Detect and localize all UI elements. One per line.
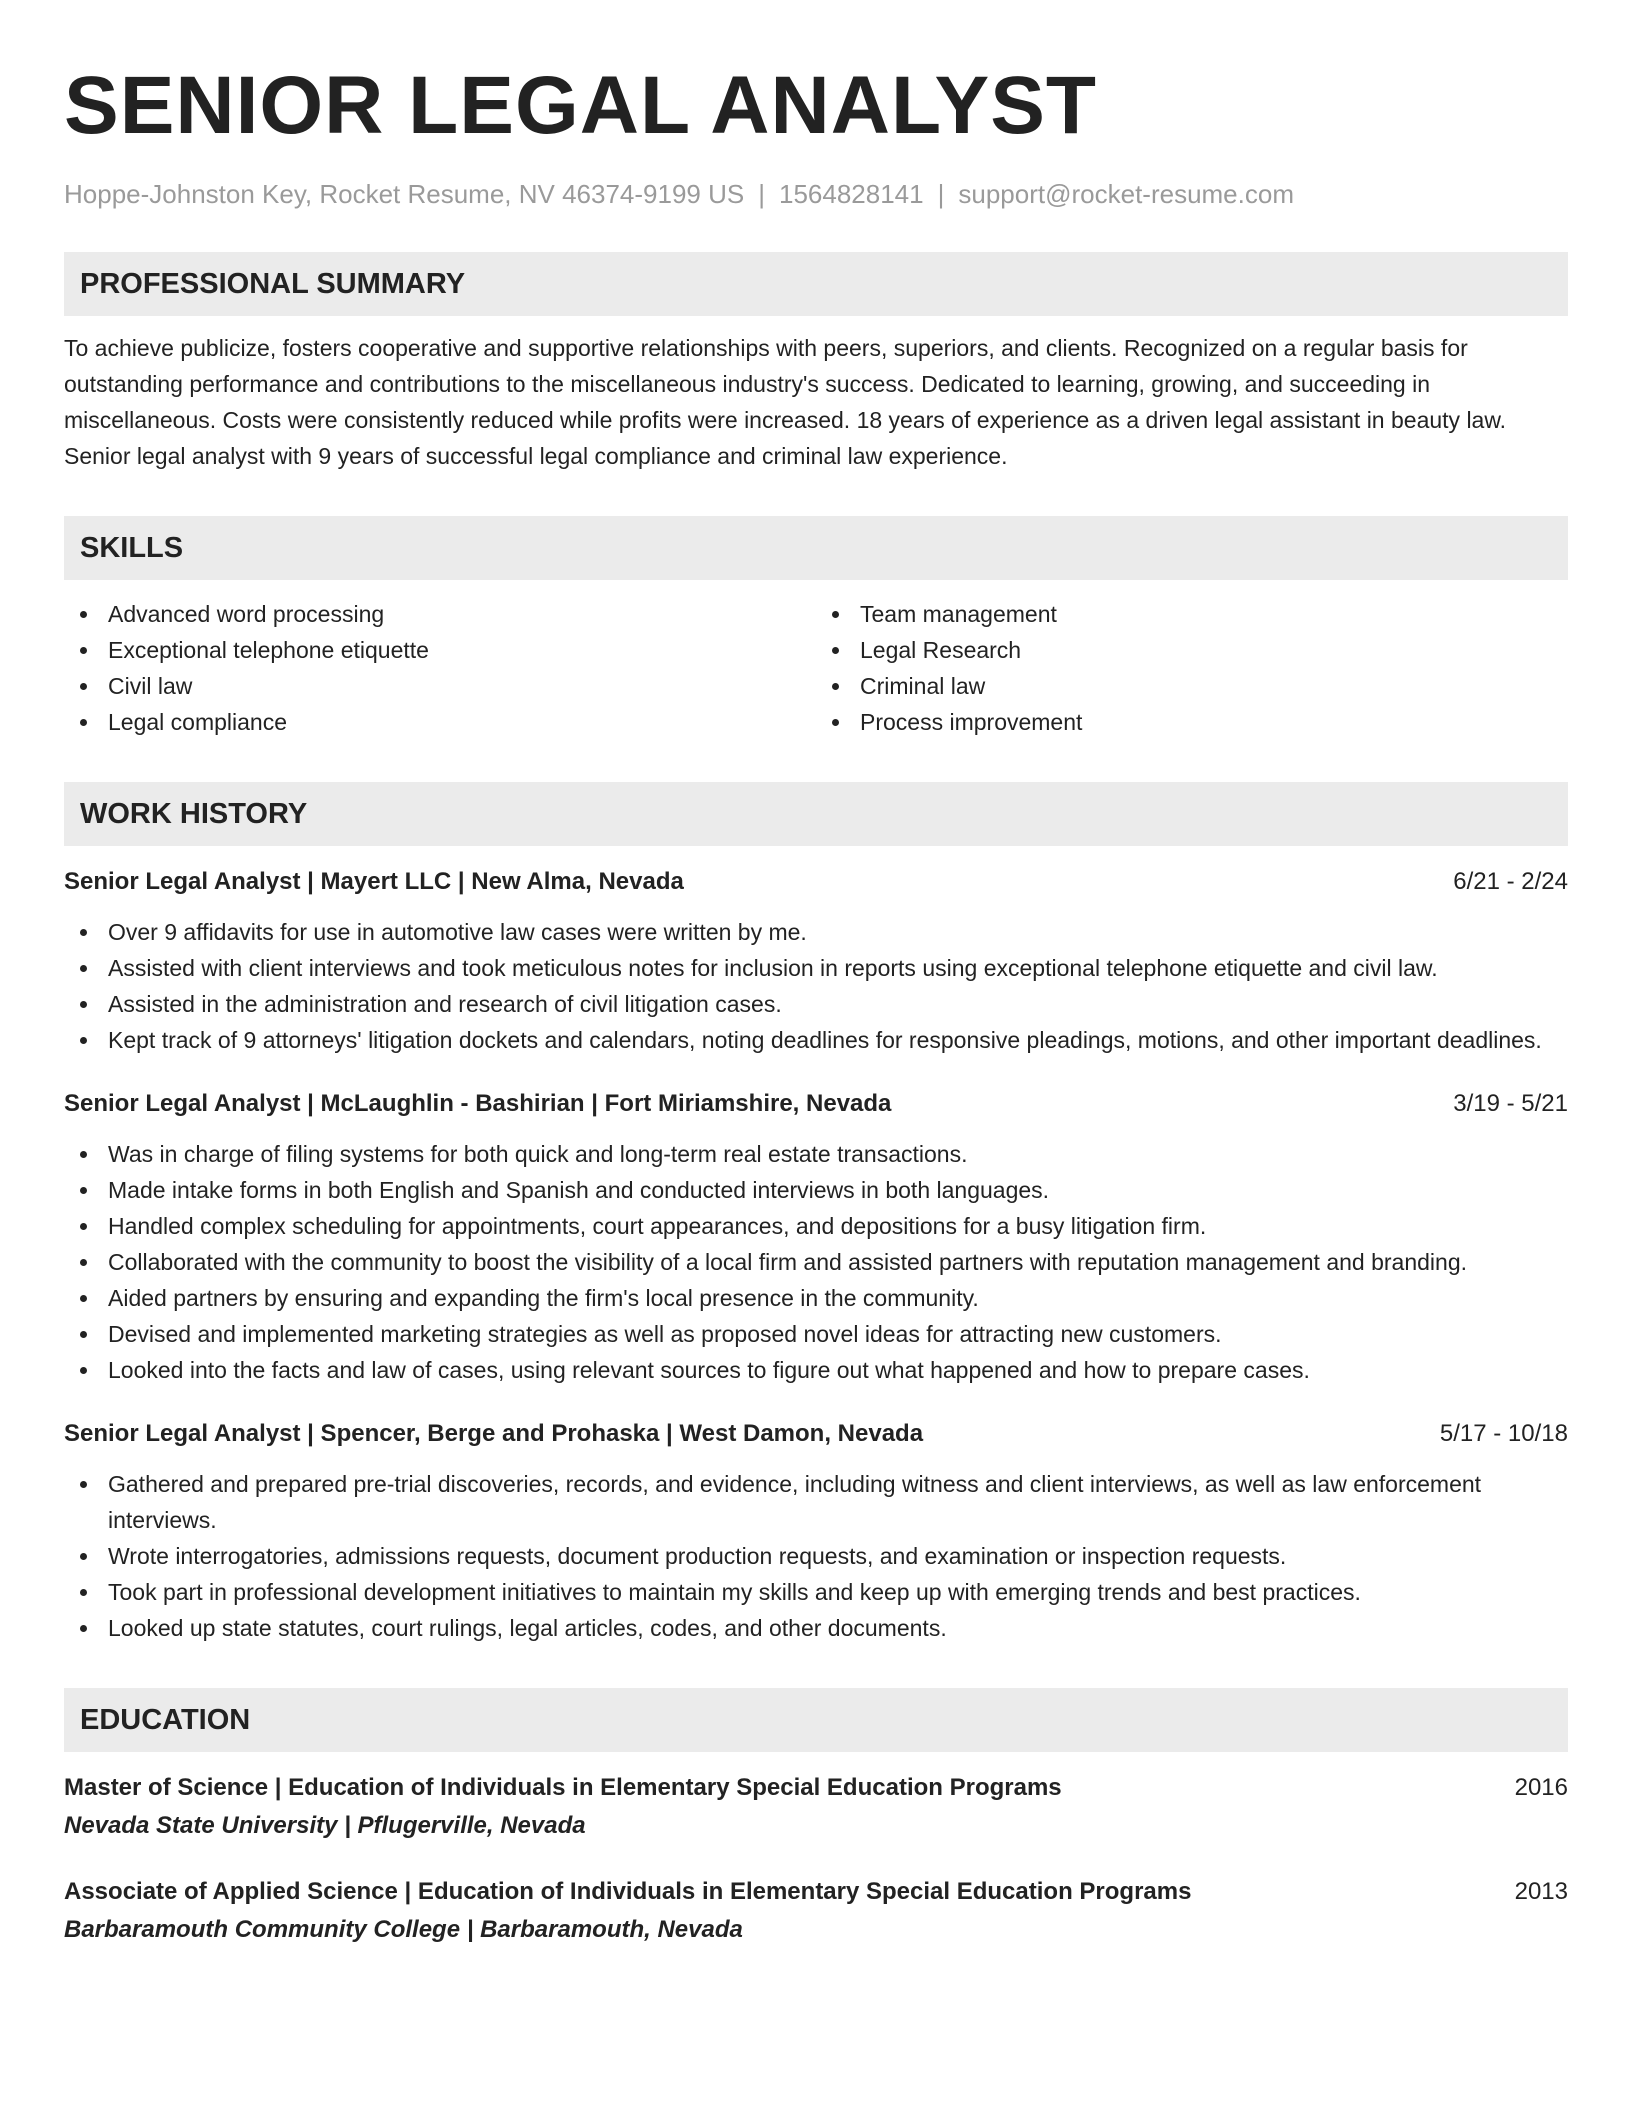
skill-item: Legal compliance (64, 704, 816, 740)
education-school: Nevada State University | Pflugerville, Nevada (64, 1812, 586, 1839)
job-bullet: Made intake forms in both English and Spanish and conducted interviews in both languages. (64, 1172, 1568, 1208)
job-dates: 6/21 - 2/24 (1453, 868, 1568, 895)
education-school: Barbaramouth Community College | Barbaramouth, Nevada (64, 1916, 743, 1943)
job-bullets (64, 914, 1568, 1058)
education-degree: Associate of Applied Science | Education of Individuals in Elementary Special Education Programs (64, 1878, 1192, 1905)
job-bullet: Devised and implemented marketing strategies as well as proposed novel ideas for attracting new customers. (64, 1316, 1568, 1352)
job-dates: 5/17 - 10/18 (1439, 1420, 1568, 1447)
skills-column-right (816, 596, 1568, 740)
education-year: 2016 (1514, 1774, 1568, 1801)
job-title: Senior Legal Analyst | McLaughlin - Bashirian | Fort Miriamshire, Nevada (64, 1090, 892, 1117)
job-bullet: Over 9 affidavits for use in automotive law cases were written by me. (64, 914, 1568, 950)
skill-item: Process improvement (816, 704, 1568, 740)
section-heading-work-history: WORK HISTORY (64, 782, 1568, 846)
resume-name: SENIOR LEGAL ANALYST (64, 60, 1097, 151)
contact-line (64, 178, 1568, 210)
job-bullet: Looked up state statutes, court rulings, legal articles, codes, and other documents. (64, 1610, 1568, 1646)
job-bullet: Collaborated with the community to boost the visibility of a local firm and assisted partners with reputation management and branding. (64, 1244, 1568, 1280)
education-year: 2013 (1514, 1878, 1568, 1905)
section-heading-education: EDUCATION (64, 1688, 1568, 1752)
section-heading-summary: PROFESSIONAL SUMMARY (64, 252, 1568, 316)
job-bullet: Was in charge of filing systems for both quick and long-term real estate transactions. (64, 1136, 1568, 1172)
job-bullet: Assisted with client interviews and took meticulous notes for inclusion in reports using exceptional telephone etiquette and civil law. (64, 950, 1568, 986)
job-entry (64, 864, 1568, 1058)
job-bullet: Aided partners by ensuring and expanding the firm's local presence in the community. (64, 1280, 1568, 1316)
job-bullets (64, 1136, 1568, 1388)
education-degree: Master of Science | Education of Individuals in Elementary Special Education Programs (64, 1774, 1062, 1801)
job-header (64, 1086, 1568, 1122)
job-bullet: Gathered and prepared pre-trial discoveries, records, and evidence, including witness and client interviews, as well as law enforcement interviews. (64, 1466, 1568, 1538)
education-header (64, 1770, 1568, 1806)
job-bullet: Handled complex scheduling for appointments, court appearances, and depositions for a busy litigation firm. (64, 1208, 1568, 1244)
skill-item: Advanced word processing (64, 596, 816, 632)
skills-list (64, 596, 1568, 740)
contact-separator: | (937, 179, 945, 209)
education-entry (64, 1770, 1568, 1846)
job-title: Senior Legal Analyst | Mayert LLC | New Alma, Nevada (64, 868, 684, 895)
job-header (64, 864, 1568, 900)
job-bullet: Looked into the facts and law of cases, using relevant sources to figure out what happened and how to prepare cases. (64, 1352, 1568, 1388)
skill-item: Team management (816, 596, 1568, 632)
job-bullet: Assisted in the administration and research of civil litigation cases. (64, 986, 1568, 1022)
job-header (64, 1416, 1568, 1452)
skill-item: Criminal law (816, 668, 1568, 704)
skill-item: Legal Research (816, 632, 1568, 668)
job-bullet: Took part in professional development initiatives to maintain my skills and keep up with emerging trends and best practices. (64, 1574, 1568, 1610)
skills-column-left (64, 596, 816, 740)
job-dates: 3/19 - 5/21 (1453, 1090, 1568, 1117)
section-heading-skills: SKILLS (64, 516, 1568, 580)
contact-address: Hoppe-Johnston Key, Rocket Resume, NV 46374-9199 US (64, 179, 745, 209)
skill-item: Exceptional telephone etiquette (64, 632, 816, 668)
skill-item: Civil law (64, 668, 816, 704)
job-title: Senior Legal Analyst | Spencer, Berge and Prohaska | West Damon, Nevada (64, 1420, 924, 1447)
job-bullet: Kept track of 9 attorneys' litigation dockets and calendars, noting deadlines for responsive pleadings, motions, and other important deadlines. (64, 1022, 1568, 1058)
job-bullet: Wrote interrogatories, admissions requests, document production requests, and examination or inspection requests. (64, 1538, 1568, 1574)
job-bullets (64, 1466, 1568, 1646)
contact-email: support@rocket-resume.com (958, 179, 1294, 209)
contact-separator: | (758, 179, 765, 209)
education-entry (64, 1874, 1568, 1950)
education-header (64, 1874, 1568, 1910)
contact-phone: 1564828141 (779, 179, 924, 209)
job-entry (64, 1416, 1568, 1646)
summary-text: To achieve publicize, fosters cooperative and supportive relationships with peers, superiors, and clients. Recognized on a regular basis for outstanding performance and contributions to the miscellaneous industry's success. Dedicated to learning, growing, and succeeding in miscellaneous. Costs were consistently reduced while profits were increased. 18 years of experience as a driven legal assistant in beauty law. Senior legal analyst with 9 years of successful legal compliance and criminal law experience. (64, 335, 1507, 469)
job-entry (64, 1086, 1568, 1388)
